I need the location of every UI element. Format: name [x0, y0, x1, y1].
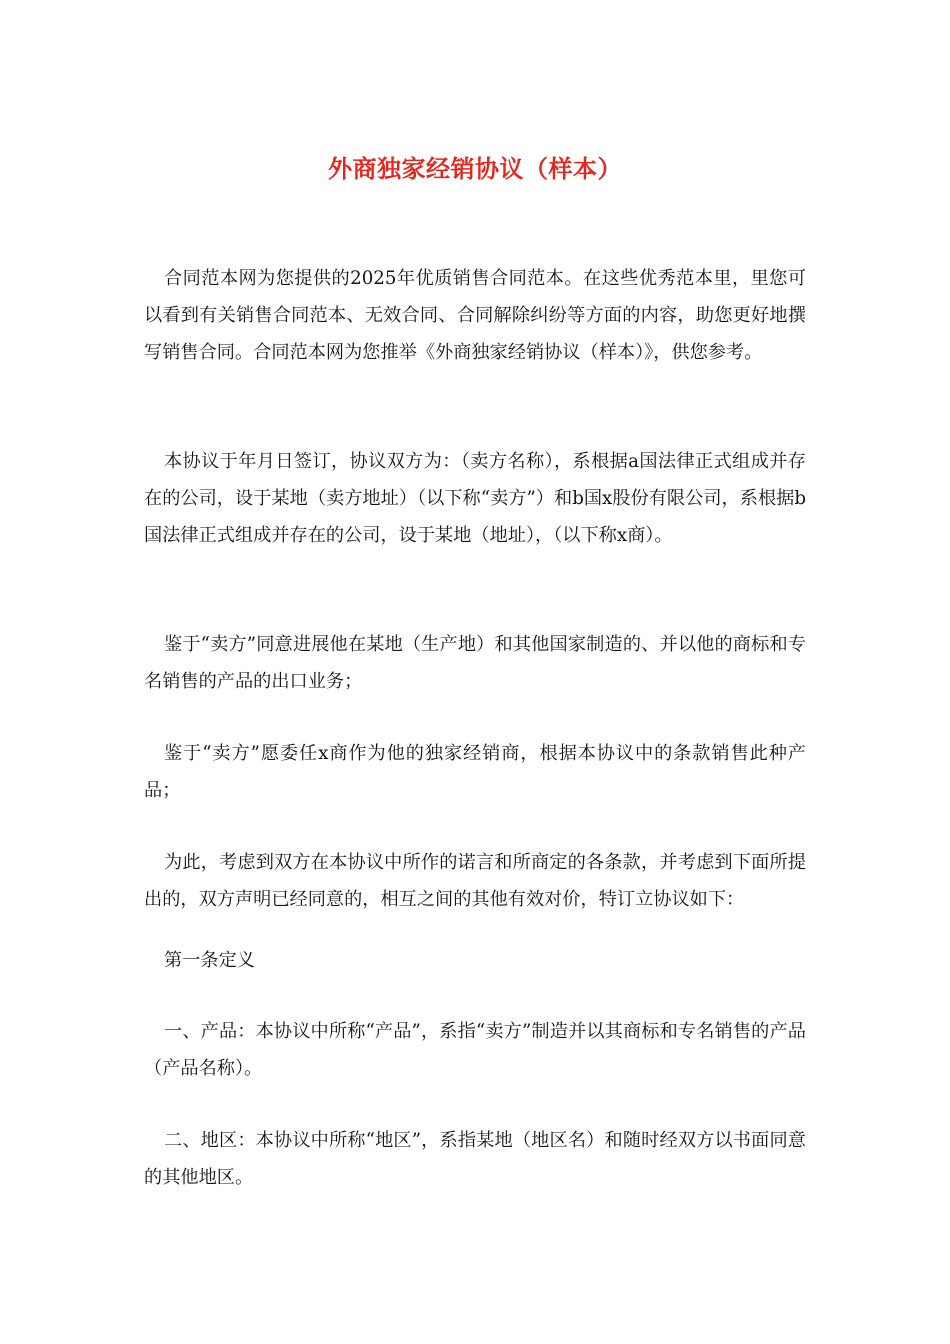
whereas-paragraph-2: 鉴于“卖方”愿委任x商作为他的独家经销商，根据本协议中的条款销售此种产品； — [144, 743, 806, 801]
whereas-paragraph-1: 鉴于“卖方”同意进展他在某地（生产地）和其他国家制造的、并以他的商标和专名销售的产品的出口业务； — [144, 634, 806, 692]
parties-paragraph: 本协议于年月日签订，协议双方为：（卖方名称），系根据a国法律正式组成并存在的公司，设于某地（卖方地址）（以下称“卖方”）和b国x股份有限公司，系根据b国法律正式组成并存在的公司，设于某地（地址），（以下称x商）。 — [144, 451, 806, 546]
definition-product: 一、产品：本协议中所称“产品”，系指“卖方”制造并以其商标和专名销售的产品（产品名称）。 — [144, 1021, 806, 1079]
intro-paragraph: 合同范本网为您提供的2025年优质销售合同范本。在这些优秀范本里，里您可以看到有关销售合同范本、无效合同、合同解除纠纷等方面的内容，助您更好地撰写销售合同。合同范本网为您推举《外商独家经销协议（样本）》，供您参考。 — [144, 268, 806, 363]
definition-territory: 二、地区：本协议中所称“地区”，系指某地（地区名）和随时经双方以书面同意的其他地区。 — [144, 1130, 806, 1188]
consideration-paragraph: 为此，考虑到双方在本协议中所作的诺言和所商定的各条款，并考虑到下面所提出的，双方声明已经同意的，相互之间的其他有效对价，特订立协议如下： — [144, 852, 806, 910]
article-heading: 第一条定义 — [164, 950, 255, 971]
document-title: 外商独家经销协议（样本） — [328, 154, 622, 183]
